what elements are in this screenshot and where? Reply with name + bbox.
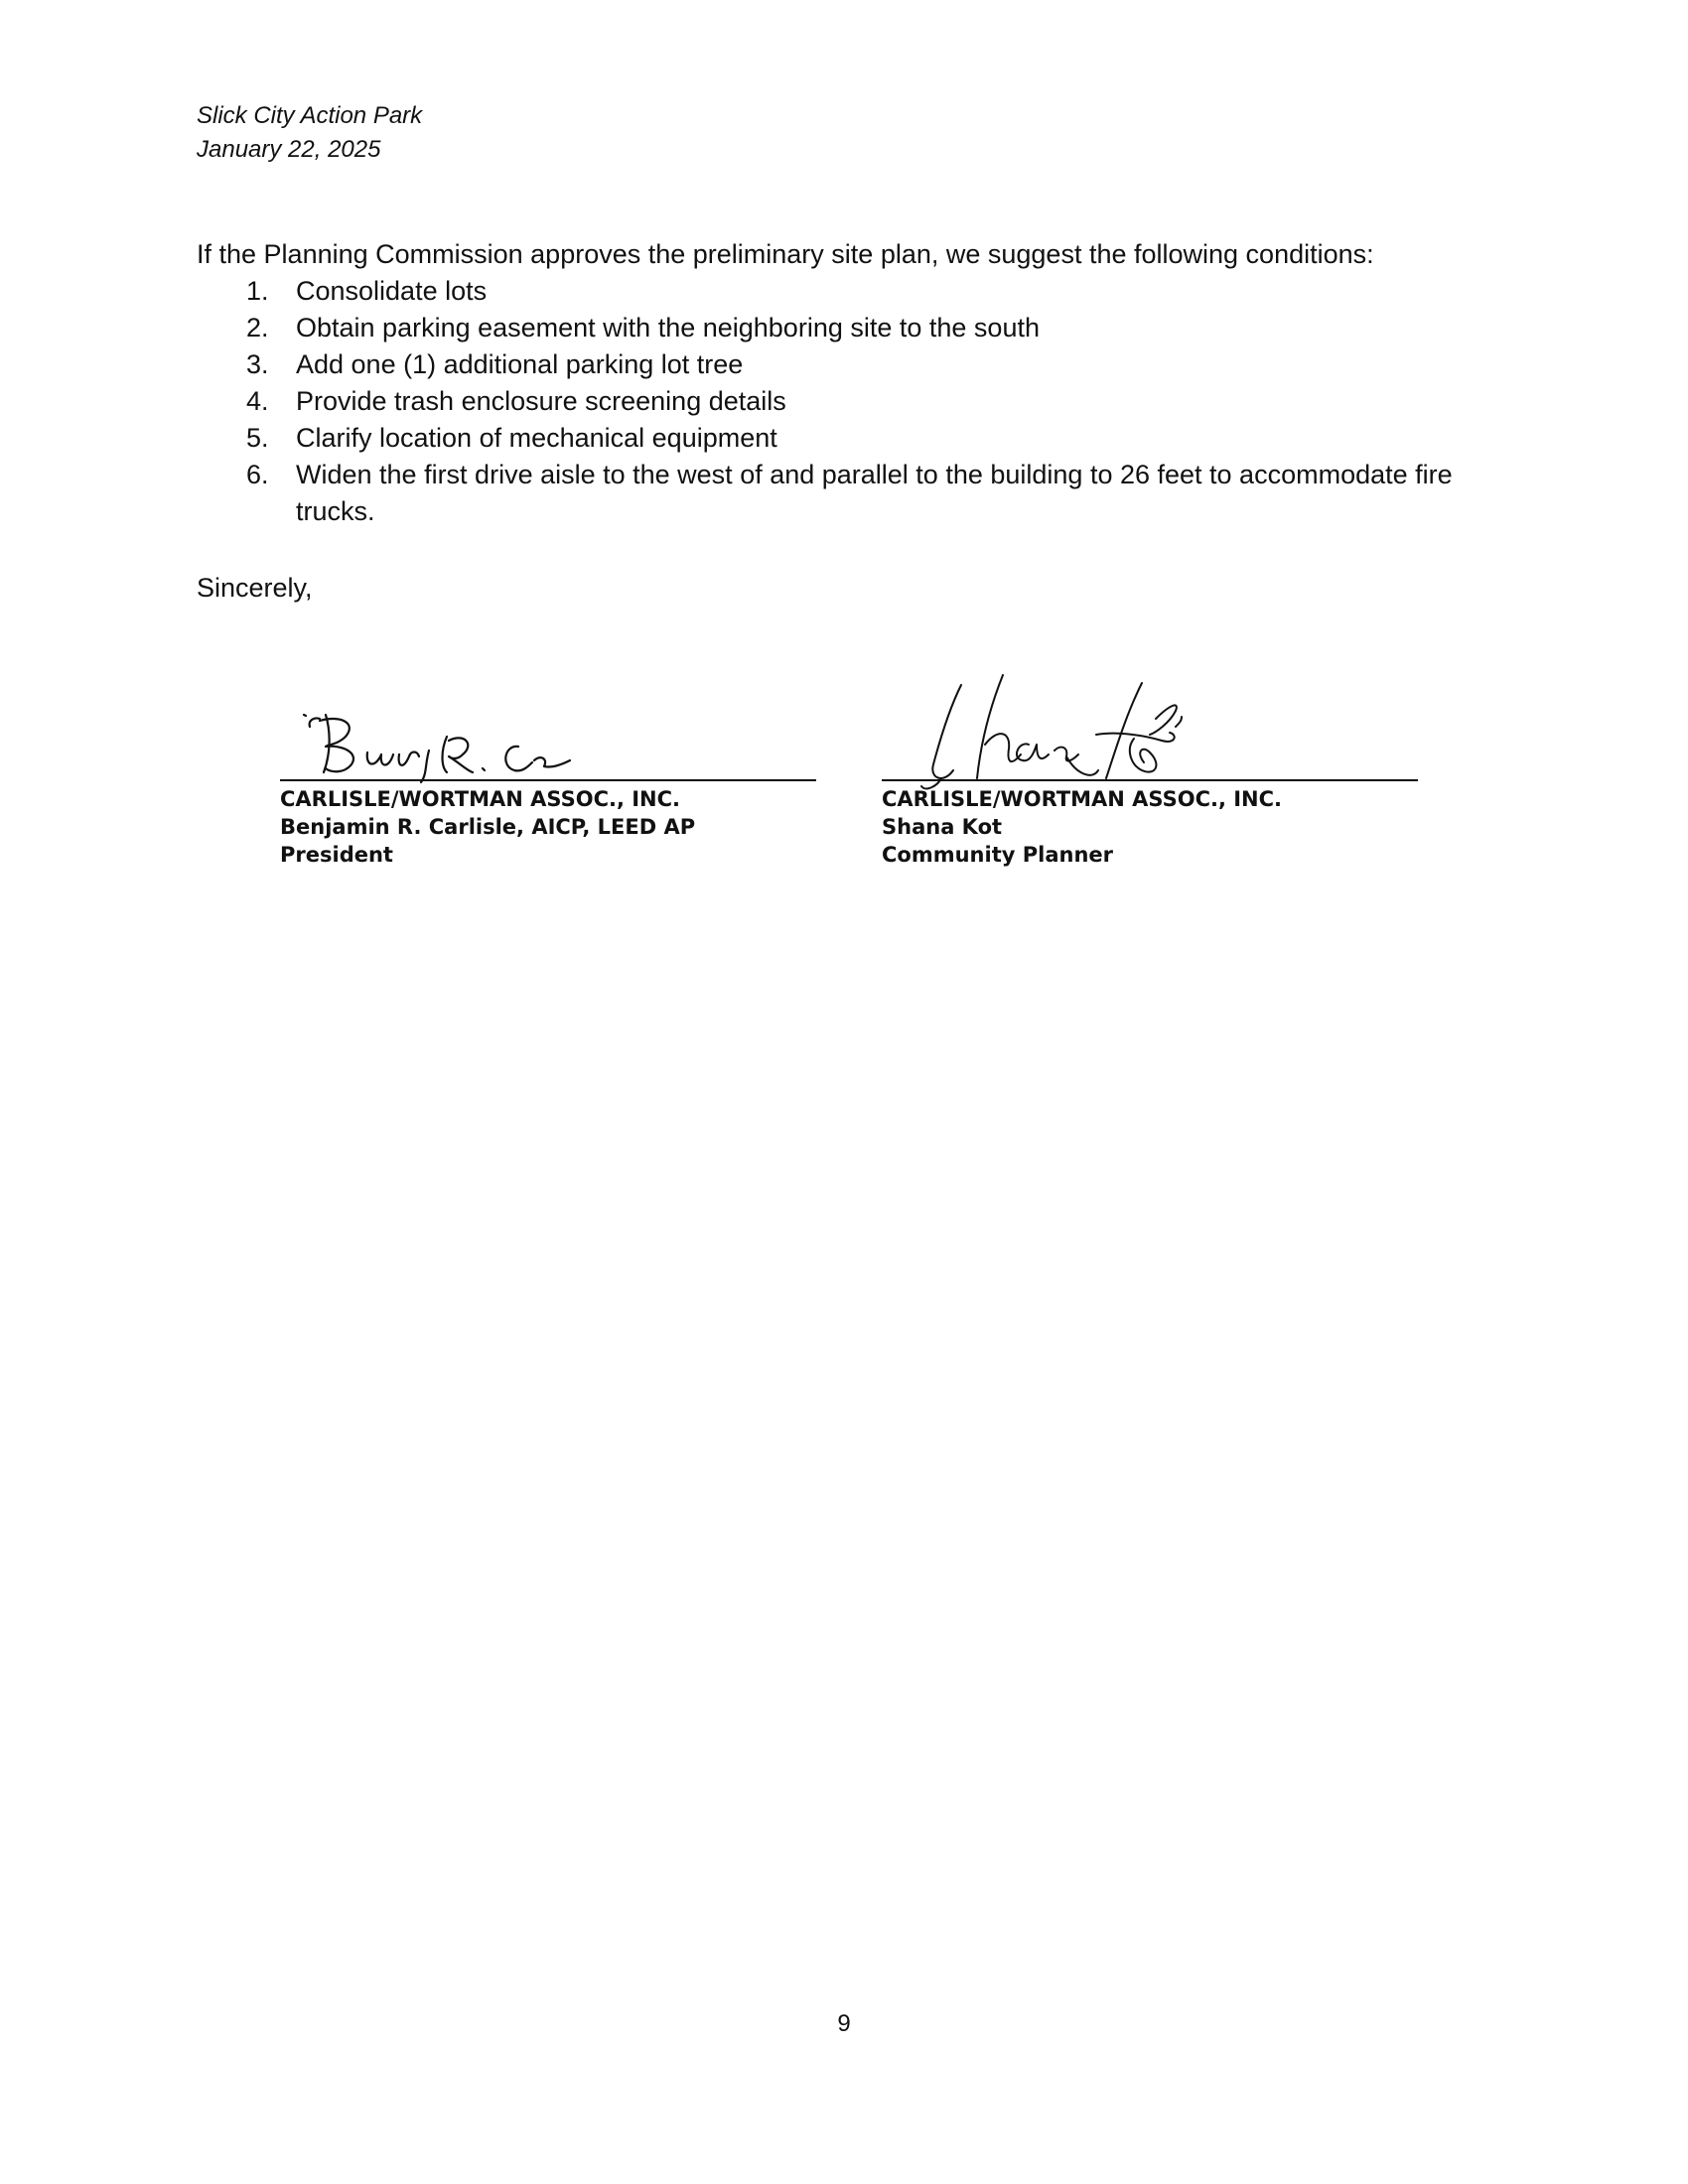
document-date: January 22, 2025 [197, 136, 381, 163]
list-item-text: Obtain parking easement with the neighboring site to the south [296, 313, 1040, 342]
page-number: 9 [837, 2010, 851, 2037]
list-item-text: Provide trash enclosure screening details [296, 386, 786, 416]
list-item [197, 346, 1507, 383]
signature-drawing [882, 675, 1418, 779]
conditions-list [197, 273, 1507, 530]
signature-caption [280, 785, 816, 869]
signer-name: Shana Kot [882, 815, 1003, 839]
signature-line [280, 779, 816, 781]
firm-name: CARLISLE/WORTMAN ASSOC., INC. [280, 787, 681, 811]
signature-line [882, 779, 1418, 781]
list-item-number: 3. [246, 349, 269, 379]
signature-caption [882, 785, 1418, 869]
signature-drawing [280, 675, 816, 779]
list-item [197, 420, 1507, 457]
signature-block-carlisle [280, 675, 816, 869]
list-item-number: 6. [246, 460, 269, 489]
list-item-number: 4. [246, 386, 269, 416]
signer-title: President [280, 843, 393, 867]
list-item-number: 2. [246, 313, 269, 342]
list-item-text: Clarify location of mechanical equipment [296, 423, 777, 453]
document-header [197, 99, 422, 167]
list-item-number: 5. [246, 423, 269, 453]
list-item-text: Add one (1) additional parking lot tree [296, 349, 744, 379]
list-item [197, 383, 1507, 420]
list-item-text: Widen the first drive aisle to the west of and parallel to the building to 26 feet to accommodate fire trucks. [296, 460, 1453, 526]
signer-title: Community Planner [882, 843, 1113, 867]
firm-name: CARLISLE/WORTMAN ASSOC., INC. [882, 787, 1283, 811]
closing-salutation: Sincerely, [197, 573, 313, 603]
signer-name: Benjamin R. Carlisle, AICP, LEED AP [280, 815, 696, 839]
list-item-number: 1. [246, 276, 269, 306]
intro-paragraph: If the Planning Commission approves the preliminary site plan, we suggest the following conditions: [197, 239, 1374, 269]
handwritten-signature-carlisle [280, 675, 816, 779]
signature-block-kot [882, 675, 1418, 869]
list-item [197, 310, 1507, 346]
handwritten-signature-kot [882, 675, 1418, 779]
list-item [197, 273, 1507, 310]
list-item-text: Consolidate lots [296, 276, 488, 306]
project-name: Slick City Action Park [197, 102, 423, 129]
list-item [197, 457, 1507, 530]
